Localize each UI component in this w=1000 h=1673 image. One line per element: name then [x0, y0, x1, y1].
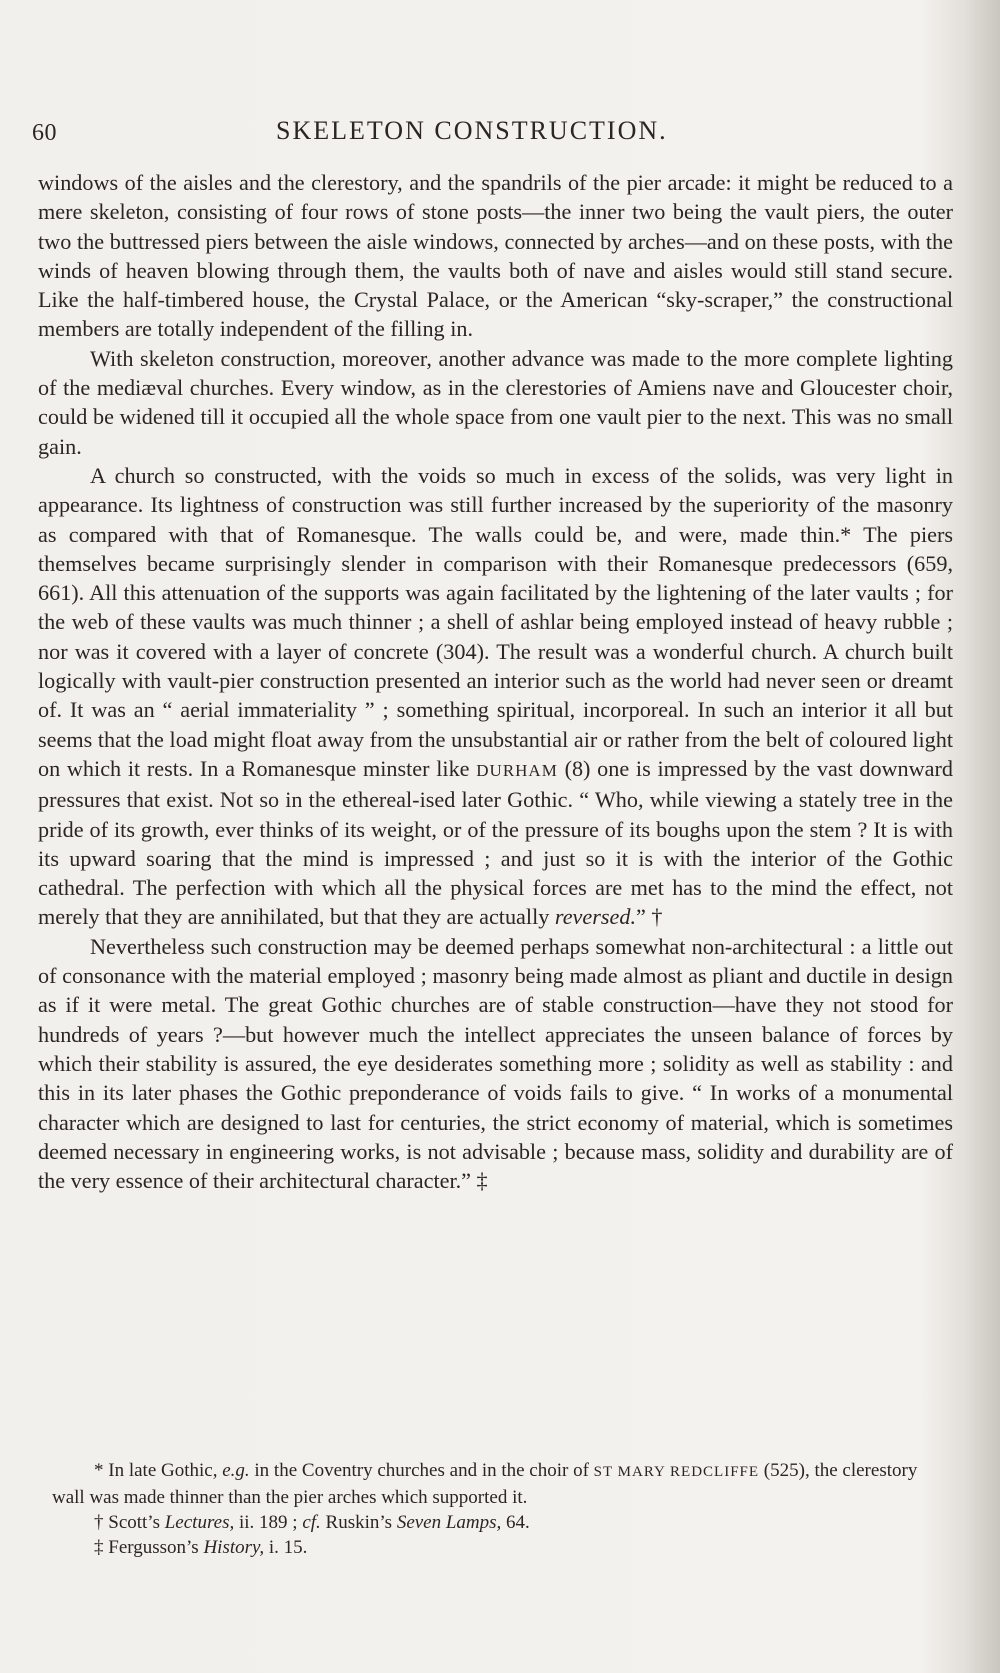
footnote-3 [52, 1535, 952, 1560]
footnote-1-text-a: * In late Gothic, [94, 1460, 218, 1481]
page-header [30, 112, 910, 152]
paragraph-4 [38, 932, 953, 1196]
footnote-1-text-c: (525), the clerestory wall was made thinner than the pier arches which supported it. [52, 1460, 918, 1508]
paragraph-2-text: With skeleton construction, moreover, another advance was made to the more complete lighting of the mediæval churches. Every window, as in the clerestories of Amiens nave and Gloucester choir, could be widened till it occupied all the whole space from one vault pier to the next. This was no small gain. [38, 345, 953, 459]
footnote-2-text-a: † Scott’s [94, 1512, 160, 1533]
footnotes [52, 1458, 952, 1560]
footnote-2-lectures: Lectures, [164, 1512, 235, 1533]
footnote-2-text-c: Ruskin’s [325, 1512, 393, 1533]
footnote-3-text-a: ‡ Fergusson’s [94, 1537, 199, 1558]
footnote-2-lamps: Seven Lamps, [396, 1512, 502, 1533]
paragraph-3-text-a: A church so constructed, with the voids so much in excess of the solids, was very light in appearance. Its lightness of construction was still further increased by the superiority of the masonry as compared with that of Romanesque. The walls could be, and were, made thin.* The piers themselves became surprisingly slender in comparison with their Romanesque predecessors (659, 661). All this attenuation of the supports was again facilitated by the lightening of the later vaults ; for the web of these vaults was much thinner ; a shell of ashlar being employed instead of heavy rubble ; nor was it covered with a layer of concrete (304). The result was a wonderful church. A church built logically with vault-pier construction presented an interior such as the world had never seen or dreamt of. It was an “ aerial immateriality ” ; something spiritual, incorporeal. In such an interior it all but seems that the load might float away from the unsubstantial air or rather from the belt of coloured light on which it rests. In a Romanesque minster like [38, 462, 953, 781]
footnote-3-text-b: i. 15. [268, 1537, 308, 1558]
running-head: SKELETON CONSTRUCTION. [276, 116, 668, 145]
paragraph-3-text-c: ” † [636, 904, 663, 930]
paragraph-3-text-b: (8) one is impressed by the vast downward pressures that exist. Not so in the ethereal-ised later Gothic. “ Who, while viewing a stately tree in the pride of its growth, ever thinks of its weight, or of the pressure of its boughs upon the stem ? It is with its upward soaring that the mind is impressed ; and just so it is with the interior of the Gothic cathedral. The perfection with which all the physical forces are met has to the mind the effect, not merely that they are annihilated, but that they are actually [38, 755, 954, 930]
footnote-2-text-b: ii. 189 ; [238, 1512, 298, 1533]
footnote-3-history: History, [203, 1537, 265, 1558]
durham-reference: DURHAM [476, 760, 558, 780]
paragraph-4-text: Nevertheless such construction may be deemed perhaps somewhat non-architectural : a little out of consonance with the material employed ; masonry being made almost as pliant and ductile in design as if it were metal. The great Gothic churches are of stable construction—have they not stood for hundreds of years ?—but however much the intellect appreciates the unseen balance of forces by which their stability is assured, the eye desiderates something more ; solidity as well as stability : and this in its later phases the Gothic preponderance of voids fails to give. “ In works of a monumental character which are designed to last for centuries, the strict economy of material, which is sometimes deemed necessary in engineering works, is not advisable ; because mass, solidity and durability are of the very essence of their architectural character.” ‡ [38, 933, 953, 1194]
footnote-2-text-d: 64. [506, 1512, 530, 1533]
footnote-2 [52, 1510, 952, 1535]
paragraph-3 [38, 461, 953, 932]
body-text [38, 168, 953, 1195]
footnote-1-eg: e.g. [222, 1460, 250, 1481]
footnote-1-text-b: in the Coventry churches and in the choir of [254, 1460, 589, 1481]
page-number: 60 [32, 120, 57, 146]
footnote-1 [52, 1458, 952, 1510]
reversed-emphasis: reversed. [554, 904, 637, 930]
paragraph-2 [38, 344, 953, 461]
paragraph-1-text: windows of the aisles and the clerestory, and the spandrils of the pier arcade: it might be reduced to a mere skeleton, consisting of four rows of stone posts—the inner two being the vault piers, the outer two the buttressed piers between the aisle windows, connected by arches—and on these posts, with the winds of heaven blowing through them, the vaults both of nave and aisles would still stand secure. Like the half-timbered house, the Crystal Palace, or the American “sky-scraper,” the constructional members are totally independent of the filling in. [38, 170, 953, 342]
paragraph-1 [38, 168, 953, 344]
footnote-2-cf: cf. [302, 1512, 321, 1533]
footnote-1-redcliffe: ST MARY REDCLIFFE [593, 1464, 760, 1480]
